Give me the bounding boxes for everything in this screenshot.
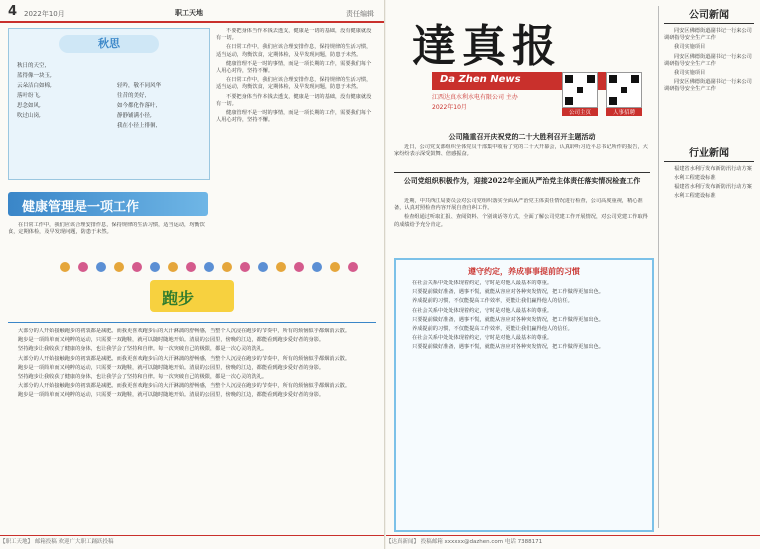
masthead-english: Da Zhen News	[440, 74, 521, 85]
qr-code-homepage[interactable]	[562, 72, 598, 108]
health-paragraph: 在日常工作中，我们应该合理安排作息，保持规律的生活习惯，适当运动，均衡饮食，定期体检，及早发现问题，防患于未然。	[216, 77, 372, 91]
flower-icon	[240, 262, 250, 272]
feature-paragraph: 只要提前做好准备，遇事不慌，就能从容应对各种突发情况，把工作做得更加出色。	[412, 344, 604, 351]
page-number: 4	[8, 4, 18, 19]
health-text	[8, 222, 208, 258]
sidebar-item: 福建省水利厅发布新防汛行动方案	[674, 184, 752, 191]
feature-title: 遵守约定，养成事事提前的习惯	[468, 266, 580, 276]
feature-text	[402, 280, 644, 524]
flower-icon	[150, 262, 160, 272]
poem-box	[8, 28, 210, 180]
flower-icon	[276, 262, 286, 272]
qr-label-recruitment: 人事招聘	[606, 108, 642, 116]
feature-paragraph: 在社会关系中处处体现着约定，守时是对他人最基本的尊重。	[412, 335, 553, 342]
masthead-subtitle: 江西达真水利水电有限公司 主办	[432, 94, 518, 101]
header-rule	[0, 21, 384, 23]
header-section: 职工天地	[175, 9, 203, 17]
flower-icon	[222, 262, 232, 272]
news1-paragraph: 近日，公司党支部组织全体党员干部集中收看了党的二十大开幕会，认真聆听习近平总书记所作的报告，大家纷纷表示深受鼓舞、倍感振奋。	[394, 144, 648, 158]
flower-icon	[204, 262, 214, 272]
sidebar-item: 同安区佛德街道副书记一行来公司调研指导安全生产工作	[664, 53, 752, 67]
news2-text	[394, 198, 650, 254]
feature-paragraph: 大部分的人开始接触跑步的初衷都是减肥。而我更喜欢跑步后的大汗淋漓的舒畅感，当整个人沉浸在跑步的节奏中，所有的烦恼似乎都烟消云散。	[18, 383, 351, 390]
flower-icon	[60, 262, 70, 272]
flower-icon	[168, 262, 178, 272]
masthead-title: 達真报	[412, 21, 562, 72]
flower-icon	[114, 262, 124, 272]
health-banner	[8, 192, 208, 216]
news2-paragraph: 检查组通过听取汇报、查阅资料、个别谈话等方式，全面了解公司党建工作开展情况，对公司党建工作取得的成绩给予充分肯定。	[394, 214, 648, 228]
news2-title: 公司党组织积极作为，迎接2022年全面从严治党主体责任落实情况检查工作	[403, 176, 641, 185]
news1-title: 公司隆重召开庆祝党的二十大胜利召开主题活动	[448, 132, 596, 141]
flower-icon	[132, 262, 142, 272]
health-paragraph: 健康管理不是一时的事情，而是一项长期的工作，需要我们每个人用心对待，坚持不懈。	[216, 60, 372, 75]
feature-paragraph: 跑步是一项简单而又纯粹的运动，只需要一双跑鞋，就可以随时随地开始。清晨的公园里，傍晚的江边，都能看到跑步爱好者的身影。	[18, 364, 325, 371]
sidebar-item: 同安区佛德街道副书记一行来公司调研指导安全生产工作	[664, 28, 752, 42]
right-page	[386, 0, 760, 549]
health-paragraph: 在日常工作中，我们应该合理安排作息，保持规律的生活习惯，适当运动，均衡饮食，定期体检，及早发现问题，防患于未然。	[8, 222, 205, 236]
poem-line: 思念如风,	[17, 103, 41, 109]
header-editor: 责任编辑	[346, 10, 374, 18]
poem-line: 落叶纷飞,	[17, 93, 41, 99]
feature-paragraph: 大部分的人开始接触跑步的初衷都是减肥。而我更喜欢跑步后的大汗淋漓的舒畅感，当整个人沉浸在跑步的节奏中，所有的烦恼似乎都烟消云散。	[18, 355, 351, 362]
sidebar-item: 水利工程建设标准	[674, 174, 716, 181]
feature-paragraph: 在社会关系中处处体现着约定，守时是对他人最基本的尊重。	[412, 307, 553, 314]
flower-icon	[258, 262, 268, 272]
feature-paragraph: 只要提前做好准备，遇事不慌，就能从容应对各种突发情况，把工作做得更加出色。	[412, 316, 604, 323]
masthead-issue: 2022年10月	[432, 104, 467, 111]
health-paragraph: 健康管理不是一时的事情，而是一项长期的工作，需要我们每个人用心对待，坚持不懈。	[216, 110, 372, 124]
poem-title: 秋思	[59, 35, 159, 53]
poem-right-column	[117, 81, 205, 131]
flower-icon	[78, 262, 88, 272]
feature-paragraph: 只要提前做好准备，遇事不慌，就能从容应对各种突发情况，把工作做得更加出色。	[412, 289, 604, 296]
flower-divider	[60, 262, 370, 274]
health-banner-title: 健康管理是一项工作	[22, 200, 140, 215]
sidebar-item: 我司实施项目	[674, 44, 706, 51]
feature-banner-title: 跑步	[162, 289, 195, 308]
left-text-column	[216, 28, 376, 256]
news1-text	[394, 144, 650, 170]
flower-icon	[96, 262, 106, 272]
feature-paragraph: 在社会关系中处处体现着约定，守时是对他人最基本的尊重。	[412, 280, 553, 286]
news2-paragraph: 近期，中共西江局委员会对公司党组织落实全面从严治党主体责任情况进行检查，公司高度重视，精心准备，认真对照检查内容开展自查自纠工作。	[394, 198, 643, 212]
sidebar-rule	[658, 6, 659, 528]
poem-line: 如今都化作落叶,	[117, 103, 158, 109]
poem-line: 蓝得像一块玉,	[17, 73, 52, 79]
poem-line: 往昔的美好,	[117, 93, 147, 99]
flower-icon	[330, 262, 340, 272]
feature-paragraph: 大部分的人开始接触跑步的初衷都是减肥。而我更喜欢跑步后的大汗淋漓的舒畅感，当整个人沉浸在跑步的节奏中，所有的烦恼似乎都烟消云散。	[18, 328, 351, 334]
feature-paragraph: 坚持跑步让我收获了健康的身体，也让我学会了坚持和自律。每一次突破自己的极限，都是一次心灵的洗礼。	[18, 374, 268, 381]
sidebar-item: 水利工程建设标准	[674, 193, 716, 200]
poem-line: 我在小径上徘徊,	[117, 123, 158, 129]
flower-icon	[348, 262, 358, 272]
health-paragraph: 在日常工作中，我们应该合理安排作息，保持规律的生活习惯，适当运动，均衡饮食，定期体检，及早发现问题，防患于未然。	[216, 44, 372, 58]
flower-icon	[186, 262, 196, 272]
sidebar-item: 我司实施项目	[674, 70, 706, 77]
poem-line: 吹过山岗,	[17, 113, 41, 119]
right-footer: 【达真新闻】 投稿邮箱 xxxxxx@dazhen.com 电话 7388171	[386, 535, 760, 547]
flower-icon	[294, 262, 304, 272]
sidebar-item: 福建省水利厅发布新防汛行动方案	[674, 165, 752, 172]
header-date: 2022年10月	[24, 10, 65, 18]
feature-paragraph: 养成提前的习惯，不仅能提高工作效率，更能让我们赢得他人的信任。	[412, 298, 573, 305]
feature-banner	[150, 280, 234, 312]
feature-text	[8, 328, 376, 528]
masthead-english-bar	[432, 72, 632, 90]
feature-rule	[8, 322, 376, 323]
poem-line: 秋日的天空,	[17, 63, 47, 69]
feature-paragraph: 养成提前的习惯，不仅能提高工作效率，更能让我们赢得他人的信任。	[412, 326, 573, 333]
left-footer: 【职工天地】 邮箱投稿 欢迎广大职工踊跃投稿	[0, 535, 384, 547]
masthead	[392, 6, 650, 124]
feature-box	[394, 258, 654, 532]
left-header	[0, 4, 384, 22]
health-paragraph: 不要把身体当作本钱去透支，健康是一切的基础，没有健康就没有一切。	[216, 93, 372, 107]
divider	[394, 172, 650, 173]
qr-code-recruitment[interactable]	[606, 72, 642, 108]
sidebar	[664, 6, 754, 528]
sidebar-title-industry-news: 行业新闻	[664, 144, 754, 162]
health-paragraph: 不要把身体当作本钱去透支，健康是一切的基础，没有健康就没有一切。	[216, 28, 372, 42]
feature-paragraph: 跑步是一项简单而又纯粹的运动，只需要一双跑鞋，就可以随时随地开始。清晨的公园里，傍晚的江边，都能看到跑步爱好者的身影。	[18, 337, 325, 344]
qr-label-homepage: 公司主页	[562, 108, 598, 116]
poem-line: 静静铺满小径,	[117, 113, 152, 119]
sidebar-item: 同安区佛德街道副书记一行来公司调研指导安全生产工作	[664, 79, 752, 93]
sidebar-title-company-news: 公司新闻	[664, 6, 754, 24]
feature-paragraph: 坚持跑步让我收获了健康的身体，也让我学会了坚持和自律。每一次突破自己的极限，都是一次心灵的洗礼。	[18, 346, 268, 353]
poem-left-column	[17, 61, 107, 121]
poem-line: 轻吟，敬不同风华	[117, 83, 162, 89]
feature-paragraph: 跑步是一项简单而又纯粹的运动，只需要一双跑鞋，就可以随时随地开始。清晨的公园里，傍晚的江边，都能看到跑步爱好者的身影。	[18, 392, 325, 399]
flower-icon	[312, 262, 322, 272]
poem-line: 云朵洁白如棉,	[17, 83, 52, 89]
